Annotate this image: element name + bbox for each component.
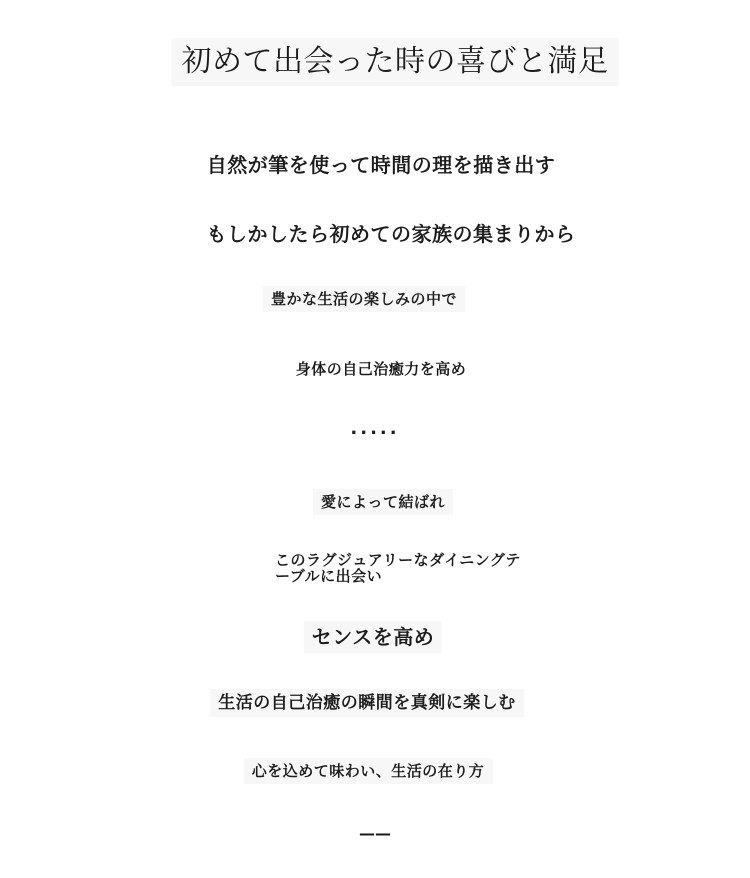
- closing-dash: ——: [359, 824, 391, 843]
- poem-line-enjoy-moment: 生活の自己治癒の瞬間を真剣に楽しむ: [210, 689, 524, 717]
- poem-line-family: もしかしたら初めての家族の集まりから: [206, 222, 576, 246]
- poem-title: 初めて出会った時の喜びと満足: [172, 38, 619, 86]
- poem-block-dining-table: [275, 552, 525, 584]
- poem-block-line-2: ーブルに出会い: [275, 567, 383, 585]
- ellipsis: .....: [350, 418, 400, 439]
- poem-line-nature: 自然が筆を使って時間の理を描き出す: [206, 153, 556, 177]
- poem-line-self-healing: 身体の自己治癒力を高め: [295, 360, 467, 378]
- poem-line-love: 愛によって結ばれ: [313, 489, 453, 515]
- poem-line-rich-life: 豊かな生活の楽しみの中で: [263, 286, 465, 312]
- poem-block-line-1: このラグジュアリーなダイニングテ: [275, 551, 521, 569]
- poem-line-sense: センスを高め: [304, 621, 442, 653]
- poem-line-way-of-life: 心を込めて味わい、生活の在り方: [244, 758, 493, 784]
